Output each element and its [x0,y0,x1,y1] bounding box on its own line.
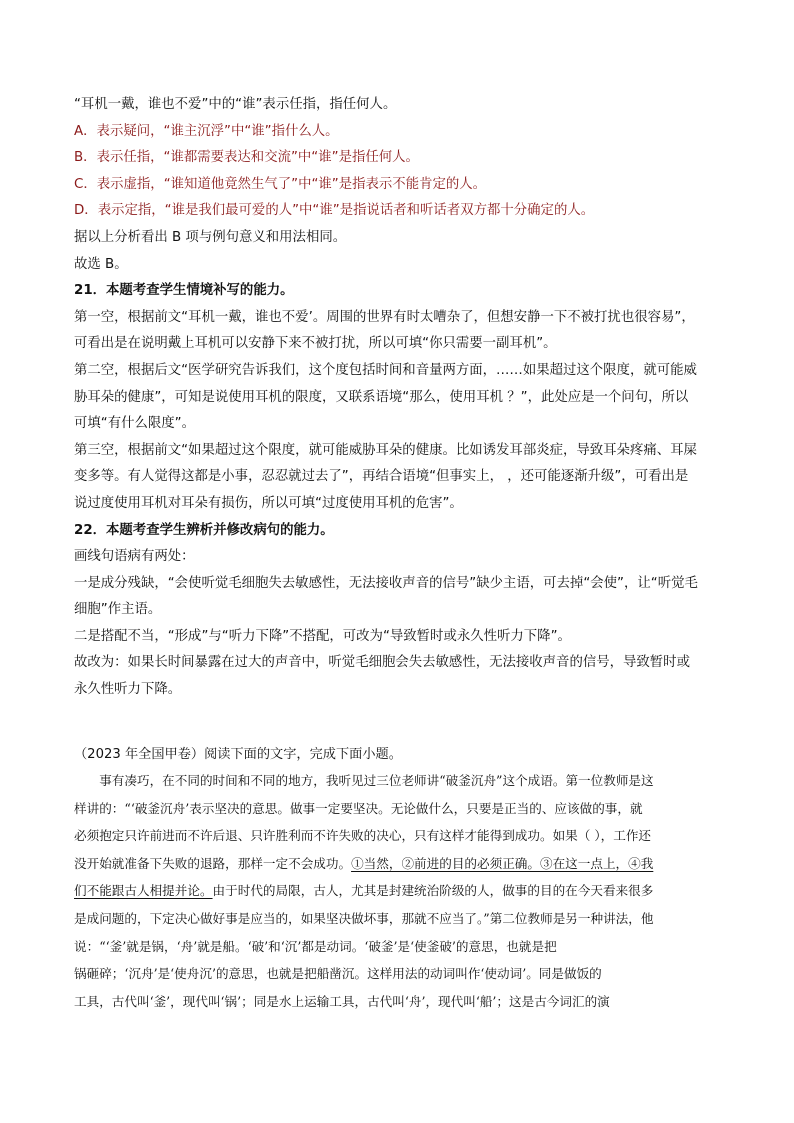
passage-text: 由于时代的局限，古人，尤其是封建统治阶级的人，做事的目的在今天看来很多 [212,883,654,899]
passage-instruction: 阅读下面的文字，完成下面小题。 [204,747,402,762]
q21-blank2-line: 可填“有什么限度”。 [74,416,195,432]
underlined-sentence: 们不能跟古人相提并论。 [74,883,213,899]
q22-line: 细胞”作主语。 [74,602,162,618]
passage-line: 事有凑巧，在不同的时间和不同的地方，我听见过三位老师讲“破釜沉舟”这个成语。第一位教师是这 [74,773,654,788]
q22-line: 永久性听力下降。 [74,682,182,698]
option-c: C．表示虚指，“谁知道他竟然生气了”中“谁”是指表示不能肯定的人。 [74,176,487,192]
q22-line: 故改为：如果长时间暴露在过大的声音中，听觉毛细胞会失去敏感性，无法接收声音的信号，导致暂时或 [74,655,690,671]
passage-line: 是成问题的，下定决心做好事是应当的，如果坚决做坏事，那就不应当了。”第二位教师是另一种讲法，他 [74,910,654,926]
option-b: B．表示任指，“谁都需要表达和交流”中“谁”是指任何人。 [74,150,419,166]
underlined-sentence: ①当然，②前进的目的必须正确。③在这一点上，④我 [351,855,654,871]
reading-passage [74,743,722,1015]
q22-line: 画线句语病有两处： [74,549,195,565]
passage-line: 说：“‘釜’就是锅，‘舟’就是船。‘破’和‘沉’都是动词。‘破釜’是‘使釜破’的意思，也就是把 [74,938,557,954]
q21-blank1-line: 第一空，根据前文“耳机一戴，谁也不爱’。周围的世界有时太嘈杂了，但想安静一下不被打扰也很容易”， [74,309,695,325]
passage-line [74,877,722,905]
option-d: D．表示定指，“谁是我们最可爱的人”中“谁”是指说话者和听话者双方都十分确定的人。 [74,203,595,219]
passage-line: 样讲的：“‘破釜沉舟’表示坚决的意思。做事一定要坚决。无论做什么，只要是正当的、应该做的事，就 [74,800,643,816]
passage-intro [74,743,722,767]
passage-line: 锅砸碎；‘沉舟’是‘使舟沉’的意思，也就是把船凿沉。这样用法的动词叫作‘使动词’。同是做饭的 [74,966,602,982]
q22-heading: 22．本题考查学生辨析并修改病句的能力。 [74,522,334,538]
q21-blank3-line: 说过度使用耳机对耳朵有损伤，所以可填“过度使用耳机的危害”。 [74,495,463,511]
q22-line: 二是搭配不当，“形成”与“听力下降”不搭配，可改为“导致暂时或永久性听力下降”。 [74,628,571,644]
answer-explanations [74,92,722,704]
option-a: A．表示疑问，“谁主沉浮”中“谁”指什么人。 [74,123,339,139]
passage-line [74,850,722,878]
q20-explanation-line: “耳机一戴，谁也不爱”中的“谁”表示任指，指任何人。 [74,97,397,112]
passage-source: （2023 年全国甲卷） [74,747,205,762]
passage-line: 必须抱定只许前进而不许后退、只许胜利而不许失败的决心，只有这样才能得到成功。如果（ ），工作还 [74,828,652,844]
passage-line: 工具，古代叫‘釜’，现代叫‘锅’；同是水上运输工具，古代叫‘舟’，现代叫‘船’；这是古今词汇的演 [74,993,610,1009]
q21-blank1-line: 可看出是在说明戴上耳机可以安静下来不被打扰，所以可填“你只需要一副耳机”。 [74,336,557,352]
q20-conclusion: 据以上分析看出 B 项与例句意义和用法相同。 [74,229,347,245]
q21-heading: 21．本题考查学生情境补写的能力。 [74,283,294,299]
q21-blank3-line: 变多等。有人觉得这都是小事，忍忍就过去了”，再结合语境“但事实上， ，还可能逐渐升级”，可看出是 [74,469,689,485]
passage-text: 没开始就准备下失败的退路，那样一定不会成功。 [74,855,352,871]
q20-choice: 故选 B。 [74,256,128,272]
q21-blank3-line: 第三空，根据前文“如果超过这个限度，就可能威胁耳朵的健康。比如诱发耳部炎症，导致耳朵疼痛、耳屎 [74,442,697,458]
q22-line: 一是成分残缺，“会使听觉毛细胞失去敏感性，无法接收声音的信号”缺少主语，可去掉“会使”，让“听觉毛 [74,575,698,591]
q21-blank2-line: 第二空，根据后文“医学研究告诉我们，这个度包括时间和音量两方面，……如果超过这个限度，就可能威 [74,362,697,378]
q21-blank2-line: 胁耳朵的健康”，可知是说使用耳机的限度，又联系语境“那么，使用耳机 ？”，此处应是一个问句，所以 [74,389,689,405]
